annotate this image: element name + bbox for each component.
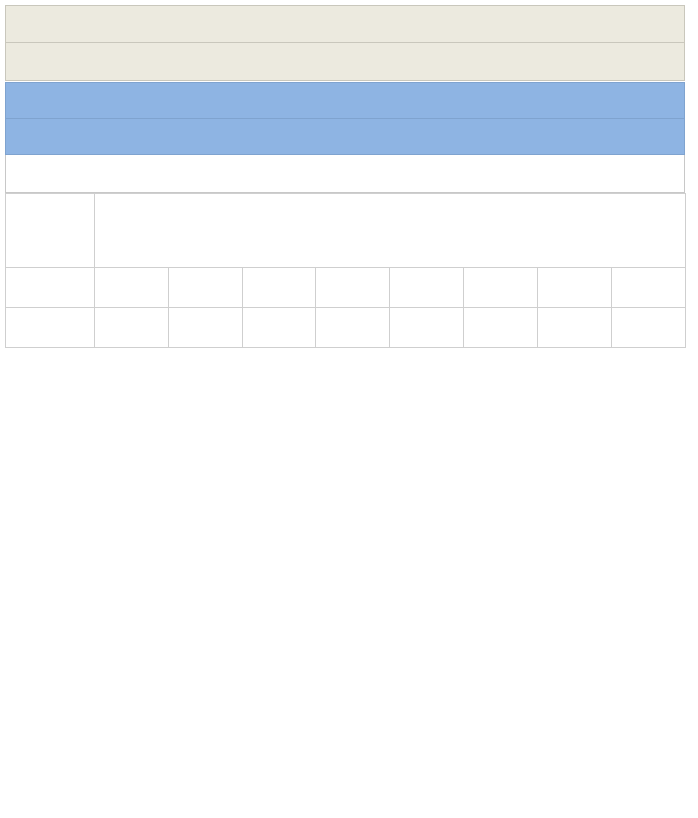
blank-row (5, 155, 685, 193)
diameter-cell (612, 268, 686, 308)
title-spacer (5, 43, 685, 81)
diameter-cell (390, 268, 464, 308)
diameter-cell (243, 268, 316, 308)
table-subtitle (5, 82, 685, 119)
diameter-cell (316, 268, 390, 308)
corner-cell (6, 268, 95, 308)
table-title (5, 5, 685, 43)
flow-header (16, 200, 82, 207)
header-row (6, 194, 686, 268)
diameter-cell (95, 268, 169, 308)
diameter-cell (538, 268, 612, 308)
diameter-cell (464, 268, 538, 308)
diameter-cell (169, 268, 243, 308)
diameter-header-cell (95, 194, 686, 268)
diameter-row (6, 268, 686, 308)
blank-data-row (6, 308, 686, 348)
flow-header-cell (6, 194, 95, 268)
table-caption (5, 119, 685, 155)
friction-table-top (5, 193, 686, 348)
